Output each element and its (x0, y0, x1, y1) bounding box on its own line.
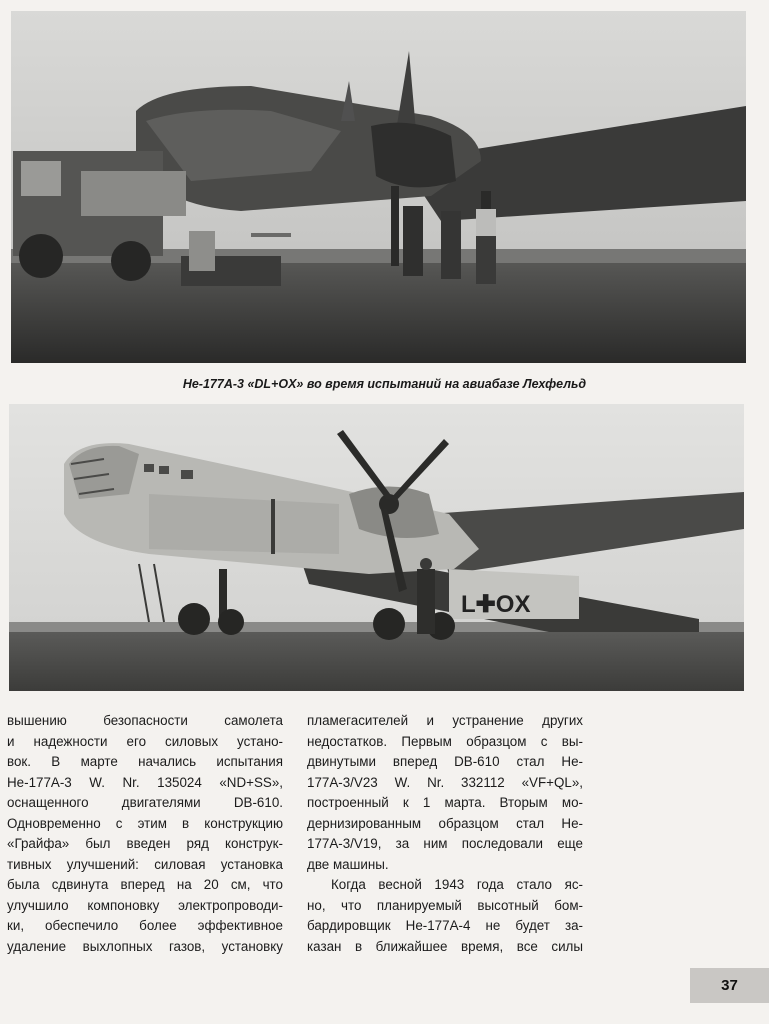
text-column-right (307, 711, 583, 957)
text-line: казан в ближайшее время, все силы (307, 938, 583, 954)
page-number: 37 (690, 968, 769, 1003)
text-column-left (7, 711, 283, 957)
text-line: бардировщик He-177A-4 не будет за- (307, 918, 583, 933)
text-line: Одновременно с этим в конструкцию (7, 815, 283, 831)
text-line: «Грайфа» был введен ряд конструк- (7, 836, 283, 851)
text-line: недостатков. Первым образцом с вы- (307, 733, 583, 749)
text-line: дернизированным образцом стал He- (307, 815, 583, 831)
text-line: вышению безопасности самолета (7, 713, 283, 728)
text-line: улучшило компоновку электропроводи- (7, 897, 283, 913)
text-line: Когда весной 1943 года стало яс- (331, 877, 583, 892)
text-line: но, что планируемый высотный бом- (307, 897, 583, 913)
text-line: ки, обеспечило более эффективное (7, 918, 283, 933)
text-line: пламегасителей и устранение других (307, 713, 583, 728)
text-line: двинутыми вперед DB-610 стал He- (307, 754, 583, 769)
photo-he177-with-truck (11, 11, 746, 363)
text-line: построенный к 1 марта. Вторым мо- (307, 795, 583, 810)
text-line: He-177A-3 W. Nr. 135024 «ND+SS», (7, 774, 283, 790)
photo-he177-on-airfield (9, 404, 744, 691)
text-line: была сдвинута вперед на 20 см, что (7, 877, 283, 892)
text-line: вок. В марте начались испытания (7, 754, 283, 769)
text-line: две машины. (307, 856, 389, 872)
text-line: тивных улучшений: силовая установка (7, 856, 283, 872)
text-line: 177A-3/V19, за ним последовали еще (307, 836, 583, 851)
fuselage-code-marking: L✚OX (461, 591, 531, 618)
text-line: 177A-3/V23 W. Nr. 332112 «VF+QL», (307, 774, 583, 790)
photo-caption: He-177A-3 «DL+OX» во время испытаний на авиабазе Лехфельд (182, 377, 587, 391)
text-line: оснащенного двигателями DB-610. (7, 795, 283, 810)
text-line: и надежности его силовых устано- (7, 733, 283, 749)
text-line: удаление выхлопных газов, установку (7, 938, 283, 954)
